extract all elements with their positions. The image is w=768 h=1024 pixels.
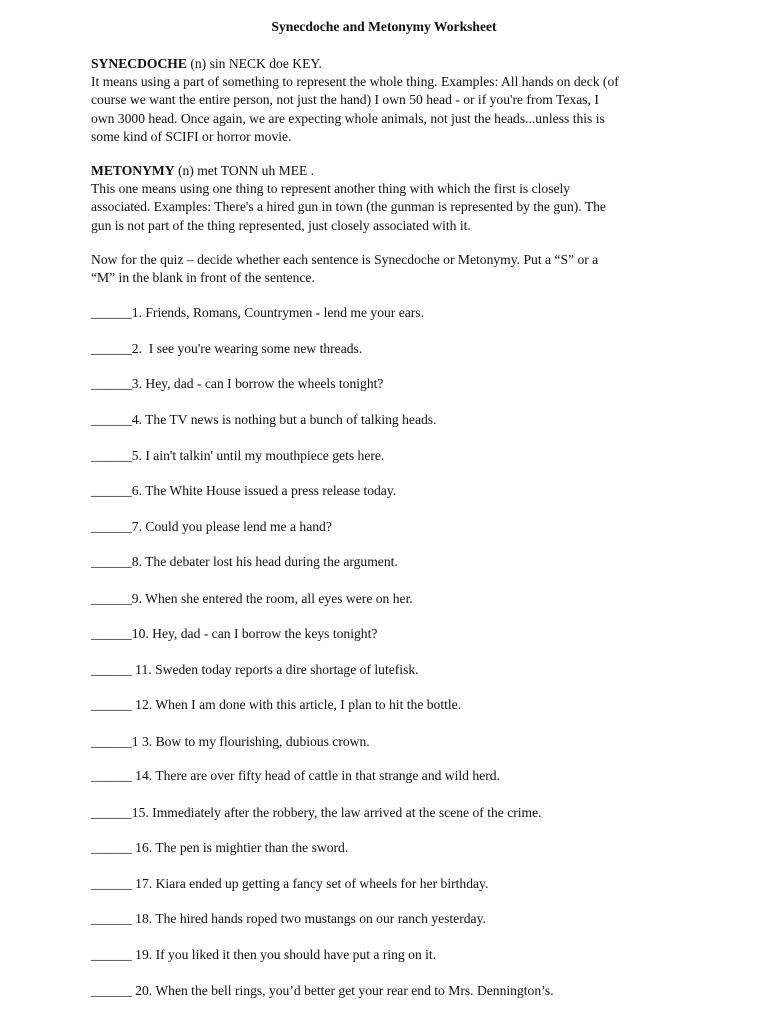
question-3[interactable]: ______3. Hey, dad - can I borrow the wheels tonight? <box>91 376 384 391</box>
synecdoche-definition <box>91 55 691 146</box>
synecdoche-line-2: course we want the entire person, not just the hand) I own 50 head - or if you're from Texas, I <box>91 92 599 108</box>
question-2[interactable]: ______2. I see you're wearing some new threads. <box>91 341 363 356</box>
synecdoche-heading <box>91 55 691 73</box>
question-12[interactable]: ______ 12. When I am done with this article, I plan to hit the bottle. <box>91 697 462 712</box>
question-6[interactable]: ______6. The White House issued a press release today. <box>91 483 397 498</box>
question-7[interactable]: ______7. Could you please lend me a hand? <box>91 519 332 534</box>
metonymy-line-3: gun is not part of the thing represented, just closely associated with it. <box>91 217 471 233</box>
synecdoche-line-1: It means using a part of something to represent the whole thing. Examples: All hands on deck (of <box>91 74 619 90</box>
question-10[interactable]: ______10. Hey, dad - can I borrow the keys tonight? <box>91 626 378 641</box>
question-11[interactable]: ______ 11. Sweden today reports a dire shortage of lutefisk. <box>91 662 419 677</box>
question-15[interactable]: ______15. Immediately after the robbery, the law arrived at the scene of the crime. <box>91 805 542 820</box>
question-1[interactable]: ______1. Friends, Romans, Countrymen - lend me your ears. <box>91 305 425 320</box>
question-16[interactable]: ______ 16. The pen is mightier than the sword. <box>91 840 349 855</box>
metonymy-definition <box>91 162 691 235</box>
question-14[interactable]: ______ 14. There are over fifty head of cattle in that strange and wild herd. <box>91 768 500 783</box>
instructions-line-1: Now for the quiz – decide whether each sentence is Synecdoche or Metonymy. Put a “S” or a <box>91 252 599 267</box>
synecdoche-term: SYNECDOCHE <box>91 56 187 71</box>
metonymy-line-2: associated. Examples: There's a hired gun in town (the gunman is represented by the gun). The <box>91 199 606 215</box>
question-17[interactable]: ______ 17. Kiara ended up getting a fancy set of wheels for her birthday. <box>91 876 489 891</box>
quiz-instructions <box>91 251 691 287</box>
question-4[interactable]: ______4. The TV news is nothing but a bunch of talking heads. <box>91 412 437 427</box>
metonymy-pronunciation: (n) met TONN uh MEE . <box>174 163 315 178</box>
question-9[interactable]: ______9. When she entered the room, all eyes were on her. <box>91 591 413 606</box>
question-18[interactable]: ______ 18. The hired hands roped two mustangs on our ranch yesterday. <box>91 911 486 926</box>
synecdoche-line-3: own 3000 head. Once again, we are expecting whole animals, not just the heads...unless this is <box>91 110 605 126</box>
question-8[interactable]: ______8. The debater lost his head during the argument. <box>91 554 398 569</box>
metonymy-line-1: This one means using one thing to represent another thing with which the first is closely <box>91 181 571 197</box>
synecdoche-pronunciation: (n) sin NECK doe KEY. <box>186 56 322 71</box>
instructions-line-2: “M” in the blank in front of the sentence. <box>91 270 315 286</box>
metonymy-heading <box>91 162 691 180</box>
question-5[interactable]: ______5. I ain't talkin' until my mouthpiece gets here. <box>91 448 385 463</box>
worksheet-title: Synecdoche and Metonymy Worksheet <box>271 19 497 34</box>
metonymy-term: METONYMY <box>91 163 175 178</box>
question-19[interactable]: ______ 19. If you liked it then you should have put a ring on it. <box>91 947 437 962</box>
question-20[interactable]: ______ 20. When the bell rings, you’d better get your rear end to Mrs. Dennington’s. <box>91 983 554 998</box>
question-13[interactable]: ______1 3. Bow to my flourishing, dubious crown. <box>91 734 370 749</box>
synecdoche-line-4: some kind of SCIFI or horror movie. <box>91 128 292 144</box>
